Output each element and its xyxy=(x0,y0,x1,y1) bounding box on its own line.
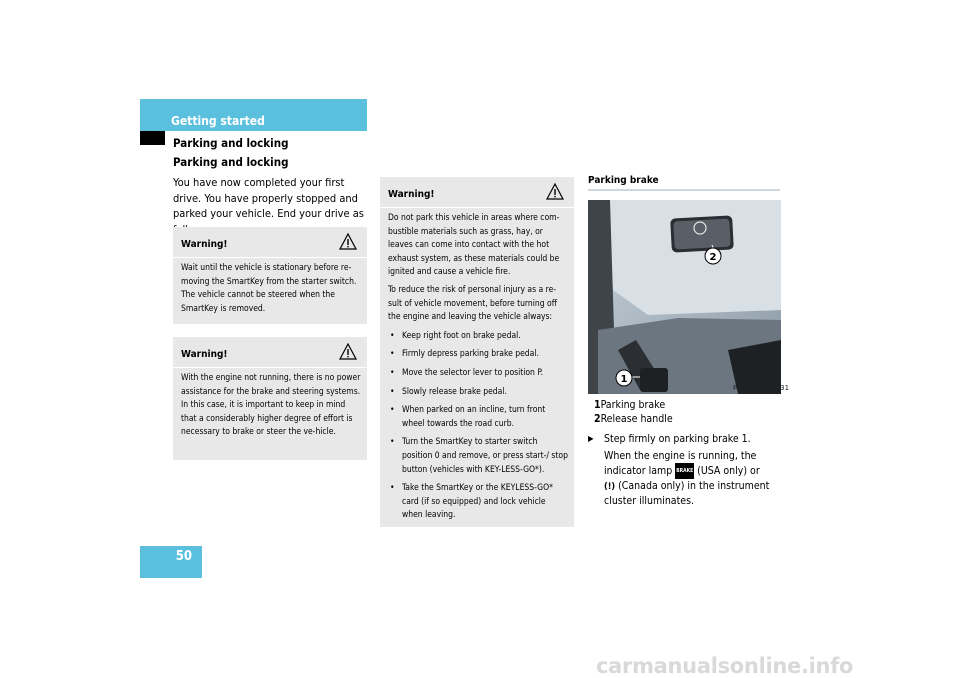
arrow-icon: ▶ xyxy=(588,434,594,443)
bullet-item: • Slowly release brake pedal. xyxy=(388,386,568,400)
page-number: 50 xyxy=(175,549,192,564)
warning-text: With the engine not running, there is no power assistance for the brake and steering systems. In this case, it is important to keep in mind that a considerably higher degree of effort is necessary to brake or steer the ve-hicle. xyxy=(181,373,361,438)
warning-bullet-list xyxy=(388,330,568,523)
callout-1: 1 xyxy=(620,374,628,385)
canada-brake-icon: (!) xyxy=(604,482,616,492)
page-number-bar xyxy=(140,546,202,578)
warning-title: Warning! xyxy=(181,239,228,250)
divider xyxy=(173,367,367,368)
step-detail-line: indicator lamp BRAKE (USA only) or xyxy=(604,465,760,477)
sub-title: Parking and locking xyxy=(173,155,289,169)
warning-title: Warning! xyxy=(388,189,435,200)
legend-item: 1Parking brake xyxy=(594,399,666,411)
parking-brake-photo xyxy=(588,200,790,394)
divider xyxy=(380,207,574,208)
instruction-step xyxy=(588,432,788,508)
bullet-item: • Move the selector lever to position P. xyxy=(388,367,568,381)
parking-brake-title: Parking brake xyxy=(588,175,659,186)
photo-legend xyxy=(594,399,673,426)
watermark: carmanualsonline.info xyxy=(596,654,854,678)
warning-text xyxy=(388,212,568,523)
section-title: Parking and locking xyxy=(173,136,289,150)
warning-box-1 xyxy=(173,227,367,324)
warning-triangle-icon xyxy=(339,233,357,251)
bullet-item: • Firmly depress parking brake pedal. xyxy=(388,348,568,362)
step-detail-line: (!) (Canada only) in the instrument xyxy=(604,480,770,492)
warning-title: Warning! xyxy=(181,349,228,360)
section-header-bar xyxy=(140,99,367,131)
bullet-item: • Take the SmartKey or the KEYLESS-GO* card (if so equipped) and lock vehicle when leaving. xyxy=(388,482,568,523)
divider xyxy=(173,257,367,258)
bullet-item: • When parked on an incline, turn front wheel towards the road curb. xyxy=(388,404,568,431)
photo-code: P42.20-2119-31 xyxy=(733,384,790,392)
warning-triangle-icon xyxy=(546,183,564,201)
bullet-item: • Keep right foot on brake pedal. xyxy=(388,330,568,344)
warning-paragraph: Do not park this vehicle in areas where com-bustible materials such as grass, hay, or leaves can come into contact with the hot exhaust system, as these materials could be ignited and cause a vehicle fire. xyxy=(388,213,560,278)
bullet-item: • Turn the SmartKey to starter switch position 0 and remove, or press start-/ stop button (vehicles with KEY-LESS-GO*). xyxy=(388,436,568,477)
step-detail: cluster illuminates. xyxy=(604,495,695,507)
warning-triangle-icon xyxy=(339,343,357,361)
step-text: Step firmly on parking brake 1. xyxy=(604,433,751,445)
title-rule xyxy=(588,189,780,191)
warning-paragraph: To reduce the risk of personal injury as a re-sult of vehicle movement, before turning off the engine and leaving the vehicle always: xyxy=(388,284,557,323)
warning-box-3 xyxy=(380,177,574,527)
brake-indicator-icon: BRAKE xyxy=(675,463,694,479)
step-detail: When the engine is running, the xyxy=(604,450,757,462)
legend-item: 2Release handle xyxy=(594,412,673,425)
section-marker-tab xyxy=(140,131,165,145)
section-header-label: Getting started xyxy=(171,114,265,128)
callout-2: 2 xyxy=(709,252,717,263)
warning-text: Wait until the vehicle is stationary before re-moving the SmartKey from the starter switch. The vehicle cannot be steered when the SmartKey is removed. xyxy=(181,263,357,314)
intro-paragraph: You have now completed your first drive. You have properly stopped and parked your vehicle. End your drive as xyxy=(173,176,364,220)
warning-box-2 xyxy=(173,337,367,460)
